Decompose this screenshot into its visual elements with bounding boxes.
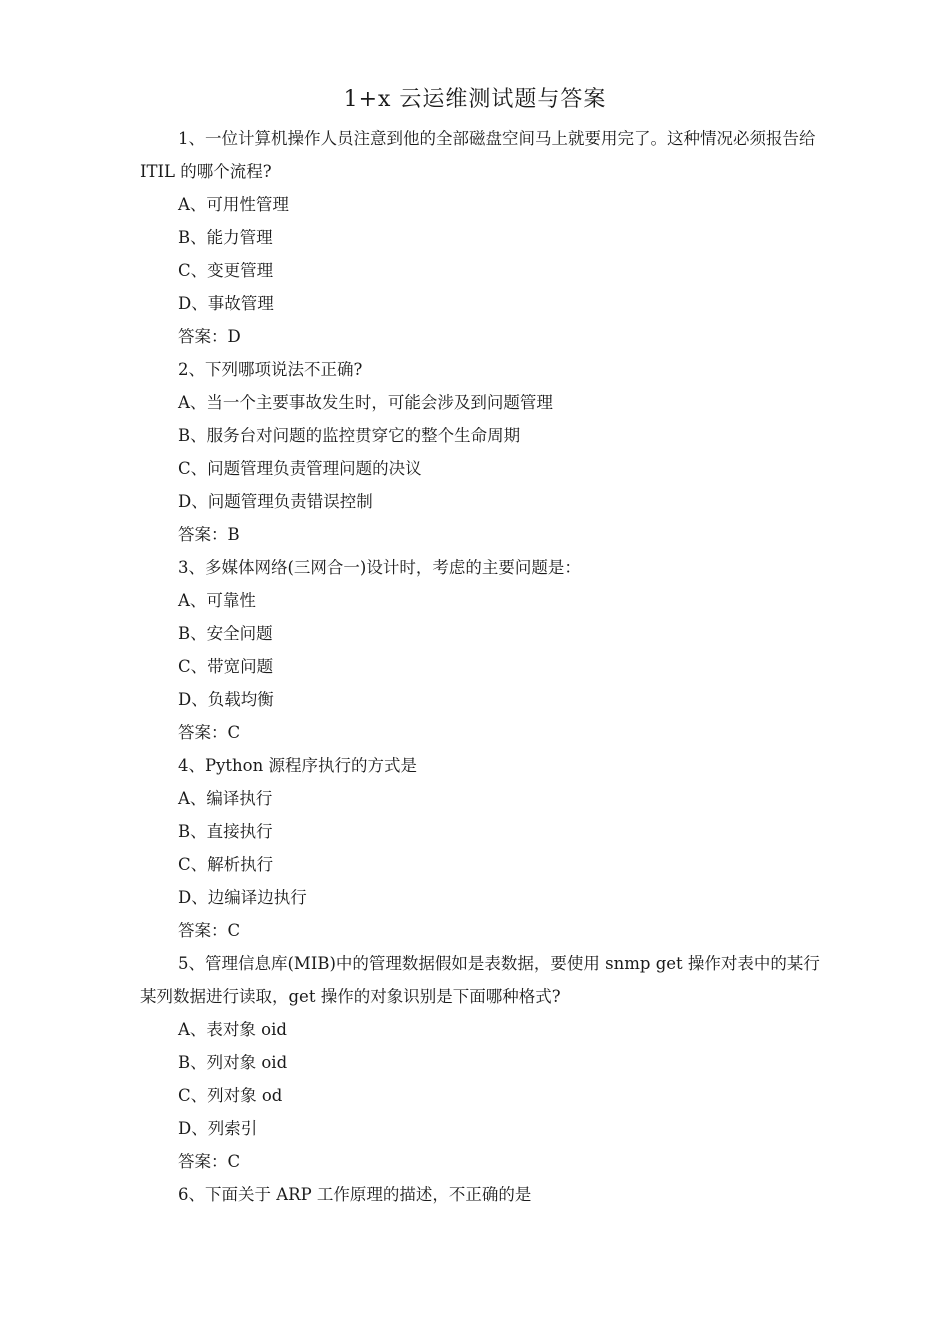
option-a: A、编译执行 [178,789,273,808]
document-body [140,122,830,1211]
option-b: B、能力管理 [178,228,273,247]
question-1 [140,122,830,353]
question-stem: 5、管理信息库(MIB)中的管理数据假如是表数据，要使用 snmp get 操作对表中的某行某列数据进行读取，get 操作的对象识别是下面哪种格式? [140,954,820,1006]
option-a: A、当一个主要事故发生时，可能会涉及到问题管理 [178,393,553,412]
answer: 答案：C [178,921,241,940]
option-b: B、安全问题 [178,624,273,643]
option-b: B、列对象 oid [178,1053,288,1072]
option-d: D、边编译边执行 [178,888,307,907]
option-c: C、带宽问题 [178,657,274,676]
question-5 [140,947,830,1178]
question-stem: 2、下列哪项说法不正确? [178,360,363,379]
answer: 答案：B [178,525,240,544]
question-3 [140,551,830,749]
question-stem: 3、多媒体网络(三网合一)设计时，考虑的主要问题是： [178,558,581,577]
answer: 答案：C [178,723,241,742]
option-a: A、表对象 oid [178,1020,287,1039]
option-b: B、服务台对问题的监控贯穿它的整个生命周期 [178,426,521,445]
question-stem: 1、一位计算机操作人员注意到他的全部磁盘空间马上就要用完了。这种情况必须报告给 ITIL 的哪个流程? [140,129,816,181]
option-a: A、可靠性 [178,591,256,610]
answer: 答案：D [178,327,241,346]
option-b: B、直接执行 [178,822,273,841]
option-c: C、问题管理负责管理问题的决议 [178,459,422,478]
option-d: D、事故管理 [178,294,274,313]
option-d: D、负载均衡 [178,690,274,709]
option-d: D、列索引 [178,1119,258,1138]
question-stem: 4、Python 源程序执行的方式是 [178,756,417,775]
answer: 答案：C [178,1152,241,1171]
option-c: C、列对象 od [178,1086,283,1105]
option-a: A、可用性管理 [178,195,289,214]
option-d: D、问题管理负责错误控制 [178,492,373,511]
question-2 [140,353,830,551]
question-stem: 6、下面关于 ARP 工作原理的描述，不正确的是 [178,1185,532,1204]
option-c: C、变更管理 [178,261,274,280]
document-title: 1+x 云运维测试题与答案 [343,87,607,112]
option-c: C、解析执行 [178,855,274,874]
question-4 [140,749,830,947]
question-6 [140,1178,830,1211]
